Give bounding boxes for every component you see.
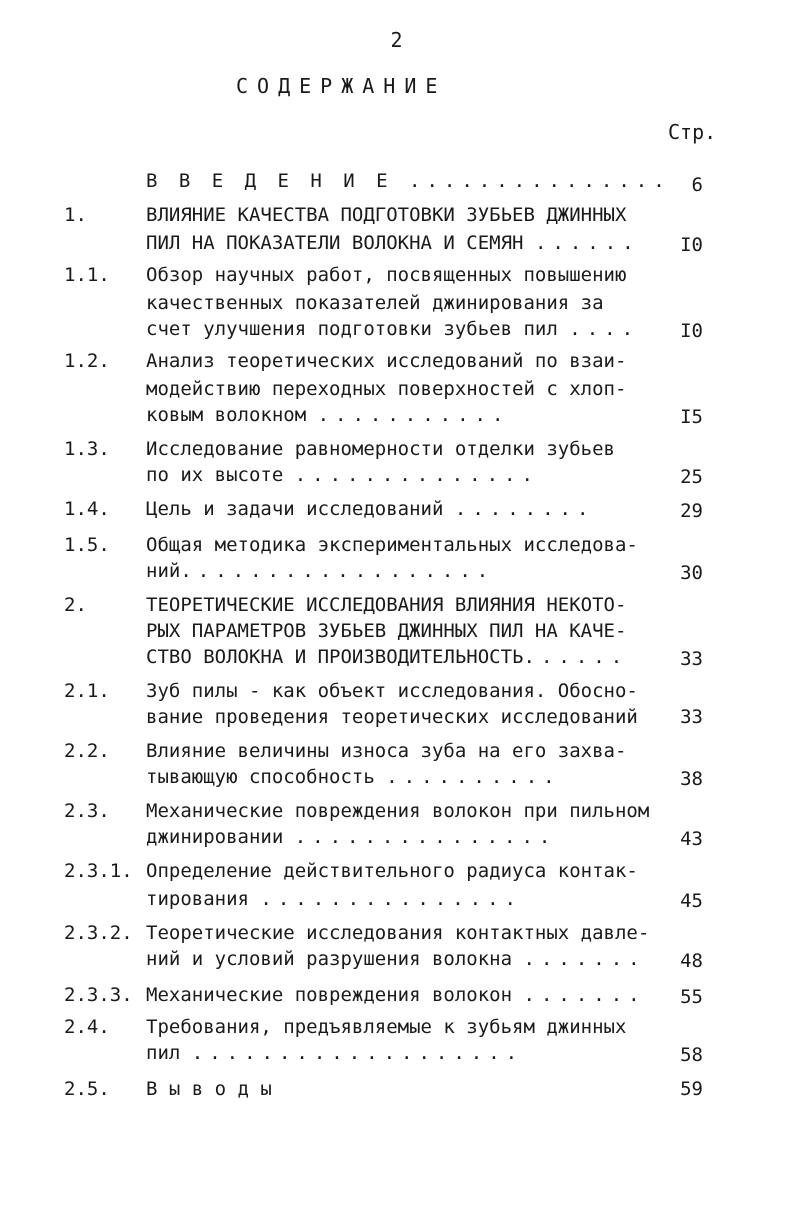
leader-dots: ....... — [523, 984, 646, 1006]
toc-entry-number: 2.3.2. — [64, 922, 133, 944]
toc-entry-line: Требования, предъявляемые к зубьям джинных — [146, 1016, 627, 1038]
leader-dots: .............. — [294, 464, 539, 486]
toc-entry-number: 2.1. — [64, 680, 110, 702]
toc-entry-page: 30 — [680, 562, 703, 584]
toc-entry-line: Общая методика экспериментальных исследова- — [146, 534, 638, 556]
toc-entry-number: 2.3.1. — [64, 860, 133, 882]
leader-dots: ................... — [191, 1042, 524, 1064]
toc-entry-line: Цель и задачи исследований ........ — [146, 498, 595, 520]
toc-entry-line: Исследование равномерности отделки зубьев — [146, 438, 615, 460]
toc-entry-number: 2.5. — [64, 1078, 110, 1100]
toc-entry-line: пил ................... — [146, 1042, 524, 1064]
toc-entry-page: 38 — [680, 768, 703, 790]
toc-entry-page: 58 — [680, 1044, 703, 1066]
leader-dots: .... — [569, 318, 640, 340]
toc-entry-page: 33 — [680, 648, 703, 670]
toc-entry-line: СТВО ВОЛОКНА И ПРОИЗВОДИТЕЛЬНОСТЬ...... — [146, 646, 629, 668]
toc-entry-line: ПИЛ НА ПОКАЗАТЕЛИ ВОЛОКНА И СЕМЯН ...... — [146, 232, 640, 254]
toc-entry-line: ковым волокном ........... — [146, 404, 510, 426]
leader-dots: ............... — [260, 888, 522, 910]
leader-dots: ...... — [523, 646, 629, 668]
toc-entry-line: ний и условий разрушения волокна ....... — [146, 948, 646, 970]
toc-entry-line: счет улучшения подготовки зубьев пил .... — [146, 318, 640, 340]
toc-entry-number: 2.2. — [64, 740, 110, 762]
toc-entry-line: ТЕОРЕТИЧЕСКИЕ ИССЛЕДОВАНИЯ ВЛИЯНИЯ НЕКОТО- — [146, 594, 627, 616]
toc-entry-line: Зуб пилы - как объект исследования. Обосно- — [146, 680, 638, 702]
toc-entry-number: 1.4. — [64, 498, 110, 520]
toc-entry-number: 1.5. — [64, 534, 110, 556]
toc-entry-line: качественных показателей джинирования за — [146, 292, 604, 314]
toc-entry-line: ний.................. — [146, 560, 495, 582]
toc-entry-number: 2.3.3. — [64, 984, 133, 1006]
toc-entry-number: 1.2. — [64, 350, 110, 372]
toc-entry-line: Влияние величины износа зуба на его захва- — [146, 740, 627, 762]
toc-entry-page: I0 — [680, 234, 703, 256]
toc-entry-line: Механические повреждения волокон ....... — [146, 984, 646, 1006]
leader-dots: .......... — [386, 766, 561, 788]
page-title: СОДЕРЖАНИЕ — [236, 74, 447, 98]
leader-dots: ............... — [294, 826, 557, 848]
toc-entry-line: по их высоте .............. — [146, 464, 539, 486]
toc-entry-line: вание проведения теоретических исследований — [146, 706, 638, 728]
toc-entry-line: Механические повреждения волокон при пильном — [146, 800, 650, 822]
toc-entry-number: 2.4. — [64, 1016, 110, 1038]
toc-entry-line: модействию переходных поверхностей с хлоп- — [146, 378, 627, 400]
toc-entry-number: 1.1. — [64, 264, 110, 286]
toc-entry-line: тывающую способность .......... — [146, 766, 561, 788]
toc-entry-page: 6 — [691, 174, 703, 196]
toc-entry-page: 55 — [680, 986, 703, 1008]
toc-entry-line: тирования ............... — [146, 888, 522, 910]
toc-entry-line: В В Е Д Е Н И Е ............... — [146, 170, 671, 192]
toc-entry-number: 2.3. — [64, 800, 110, 822]
toc-entry-page: 33 — [680, 706, 703, 728]
toc-entry-number: 1.3. — [64, 438, 110, 460]
toc-entry-page: I5 — [680, 406, 703, 428]
toc-entry-number: 1. — [64, 204, 87, 226]
toc-entry-line: РЫХ ПАРАМЕТРОВ ЗУБЬЕВ ДЖИННЫХ ПИЛ НА КАЧЕ- — [146, 620, 627, 642]
toc-entry-line: Анализ теоретических исследований по взаи- — [146, 350, 627, 372]
leader-dots: ....... — [523, 948, 646, 970]
leader-dots: .................. — [180, 560, 495, 582]
leader-dots: ........... — [317, 404, 510, 426]
toc-entry-page: 48 — [680, 950, 703, 972]
toc-entry-page: 59 — [680, 1078, 703, 1100]
toc-entry-line: ВЛИЯНИЕ КАЧЕСТВА ПОДГОТОВКИ ЗУБЬЕВ ДЖИННЫХ — [146, 204, 627, 226]
toc-entry-number: 2. — [64, 594, 87, 616]
page-number: 2 — [390, 28, 403, 52]
toc-entry-page: 25 — [680, 466, 703, 488]
toc-entry-page: 43 — [680, 828, 703, 850]
leader-dots: ........ — [454, 498, 595, 520]
toc-entry-page: I0 — [680, 320, 703, 342]
toc-entry-line: В ы в о д ы — [146, 1078, 272, 1100]
toc-entry-line: Определение действительного радиуса контак- — [146, 860, 638, 882]
toc-entry-page: 29 — [680, 500, 703, 522]
leader-dots: ...... — [534, 232, 640, 254]
leader-dots: ............... — [409, 170, 671, 192]
toc-entry-line: Теоретические исследования контактных давле- — [146, 922, 650, 944]
toc-entry-page: 45 — [680, 890, 703, 912]
toc-entry-line: Обзор научных работ, посвященных повышению — [146, 264, 627, 286]
page-column-header: Стр. — [668, 120, 717, 144]
toc-entry-line: джинировании ............... — [146, 826, 557, 848]
